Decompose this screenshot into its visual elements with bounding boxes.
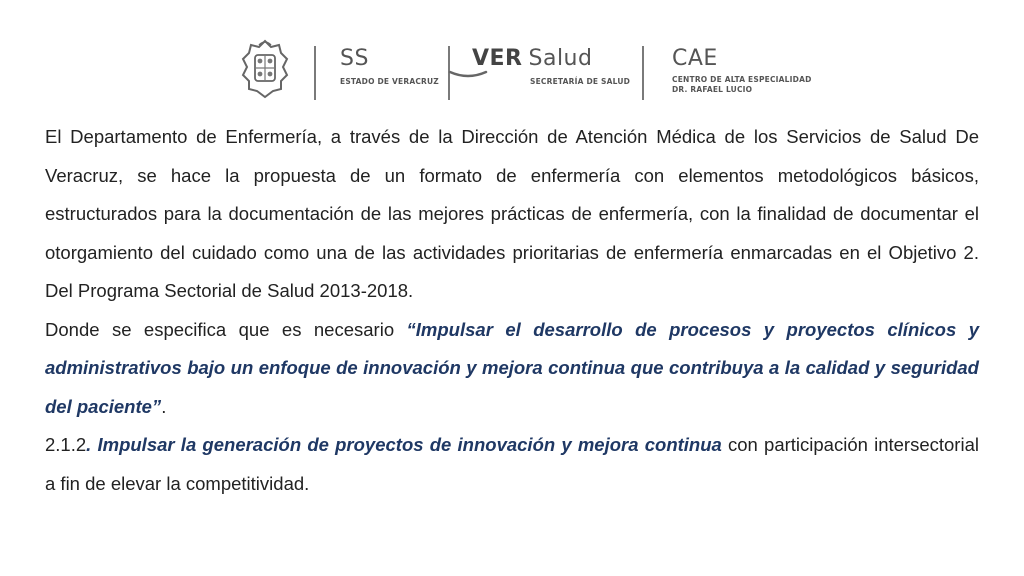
paragraph-objective — [45, 311, 979, 427]
strategy-quote: . Impulsar la generación de proyectos de innovación y mejora continua — [86, 434, 722, 455]
cae-logo-line1: CENTRO DE ALTA ESPECIALIDAD — [672, 75, 812, 84]
objective-lead-text: Donde se especifica que es necesario — [45, 318, 407, 340]
strategy-rest-text: con participación intersectorial a fin de elevar la competitividad. — [45, 434, 979, 494]
ss-logo-text: SS — [340, 46, 369, 71]
strategy-number: 2.1.2 — [45, 434, 87, 455]
objective-end-text: . — [161, 395, 167, 417]
paragraph-strategy — [45, 426, 979, 503]
salud-word-text: Salud — [528, 46, 593, 71]
document-body — [45, 118, 979, 503]
ver-brand-text: VER — [472, 46, 523, 71]
cae-logo-line2: DR. RAFAEL LUCIO — [672, 85, 753, 94]
smile-arc-icon — [448, 70, 488, 80]
objective-quote: “Impulsar el desarrollo de procesos y proyectos clínicos y administrativos bajo un enfoque de innovación y mejora continua que contribuya a la calidad y seguridad del paciente” — [45, 318, 979, 417]
divider-1 — [314, 46, 316, 100]
ss-logo-subtitle: ESTADO DE VERACRUZ — [340, 77, 439, 86]
cae-logo-text: CAE — [672, 46, 718, 71]
ver-logo-subtitle: SECRETARÍA DE SALUD — [530, 77, 631, 86]
header-logos — [236, 36, 816, 104]
paragraph-intro: El Departamento de Enfermería, a través de la Dirección de Atención Médica de los Servicios de Salud De Veracruz, se hace la propuesta de un formato de enfermería con elementos metodológicos básicos, estructurados para la documentación de las mejores prácticas de enfermería, con la finalidad de documentar el otorgamiento del cuidado como una de las actividades prioritarias de enfermería enmarcadas en el Objetivo 2. Del Programa Sectorial de Salud 2013-2018. — [45, 126, 979, 301]
divider-3 — [642, 46, 644, 100]
veracruz-crest-icon — [241, 39, 289, 99]
ver-salud-logo — [472, 48, 592, 70]
